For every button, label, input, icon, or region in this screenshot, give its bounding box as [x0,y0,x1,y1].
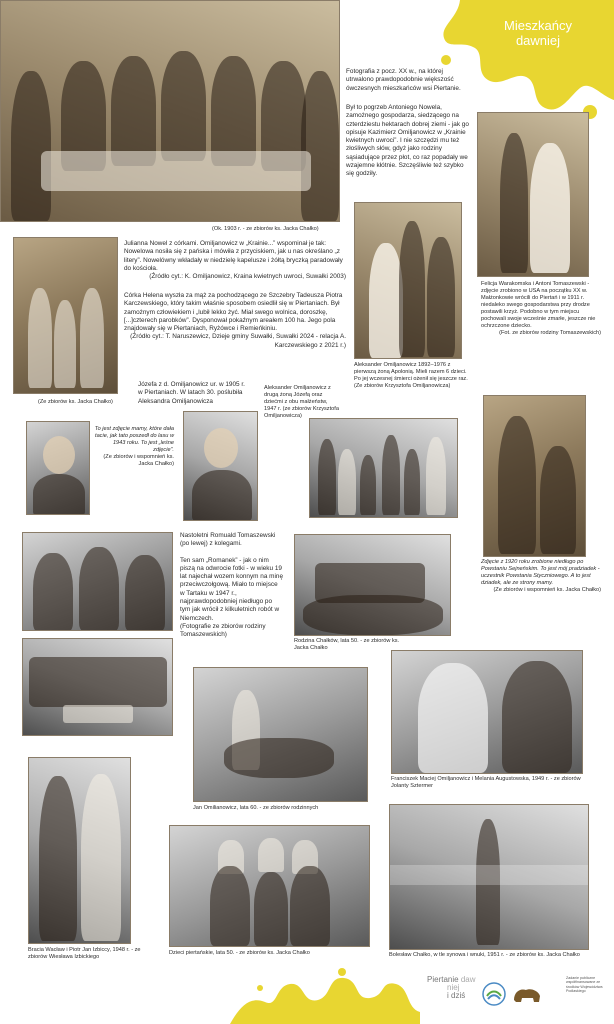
felicja-caption [481,281,601,337]
helena-paragraph: Córka Helena wyszła za mąż za pochodzącego ze Szczebry Tadeusza Piotra Karczewskiego, który takim właśnie sposobem osiedlił się w Piertaniach. Był zamożnym człowiekiem i „lubił lekko żyć. Miał swego wolnica, doroszkę, [...]czterech parobków”. Dysponował pokaźnym areałem 100 ha. Jego pola znajdowały się w Piertaniach, Ryżówce i Remieńkiniu. [124,292,343,333]
piertanie-logo-line1b: daw [460,975,476,984]
funeral-photo [0,0,340,222]
julianna-paragraph: Julianna Nowel z córkami. Omiljanowicz w „Krainie...” wspominał je tak: Nowelowa nosiła się z pańska i mówiła z przyciskiem, jak u nas określano „z litery”. Nowelówny wkładały w niedzielę kapelusze i żółtą bryczką paradowały do kościoła. [124,240,343,272]
three-boys-photo [22,532,173,631]
piertanie-logo-line3: i dziś [447,991,466,1000]
bracia-izbiccy-photo [28,757,131,944]
chalkow-family-photo [294,534,451,636]
romuald-paragraph-2: Ten sam „Romanek” - jak o nim piszą na odwrocie fotki - w wieku 19 lat najechał wozem konnym na minę przeciwczołgową. Miało to miejsce w Tartaku w 1947 r., najprawdopodobniej niedługo po tym jak wrócił z kilkuletnich robót w Niemczech. [180,556,284,622]
funding-text: Zadanie publiczne współfinansowane ze środków Województwa Podlaskiego [566,976,603,994]
aleksander-1892-caption [354,362,470,390]
group-outdoor-photo [22,638,173,736]
intro-paragraph-1: Fotografia z pocz. XX w., na której utrwalono prawdopodobnie większość ówczesnych mieszkańców wsi Piertanie. [346,68,461,92]
aleksander-1892-text: Aleksander Omiljanowicz 1892–1976 z pierwszą żoną Apolonią. Mieli razem 6 dzieci. Po jej wczesnej śmierci ożenił się jeszcze raz. [354,362,468,382]
romuald-source: (Fotografie ze zbiorów rodziny Tomaszewskich) [180,622,266,639]
jan-motorcycle-photo [193,667,368,802]
aleksander-family-caption: Aleksander Omiljanowicz z drugą żoną Józefą oraz dziećmi z obu małżeństw, 1947 r. (ze zbiorów Krzysztofa Omiljanowicza) [264,385,339,419]
aleksander-1892-source: (Ze zbiorów Krzysztofa Omiljanowicza) [354,383,451,389]
felicja-source: (Fot. ze zbiorów rodziny Tomaszewskich) [499,330,601,336]
helena-text [124,292,346,350]
julianna-source: (Źródło cyt.: K. Omiljanowicz, Kraina kwietnych uwroci, Suwałki 2003) [149,273,346,281]
boy-portrait-source: (Ze zbiorów i wspomnień ks. Jacka Chałko) [103,454,174,467]
piertanie-logo-line2: niej [447,983,460,992]
powstanie-source: (Ze zbiorów i wspomnień ks. Jacka Chałko) [493,587,601,593]
intro-paragraph-2: Był to pogrzeb Antoniego Nowela, zamożnego gospodarza, siedzącego na czterdziestu hektarach dobrej ziemi - jak go opisuje Kazimierz Omiljanowicz w „Krainie kwietnych uwroci”. I nie szczędzi mu też złośliwych słów, gdyż jako rodziny sąsiadujące przez płot, co raz popadały we wzajemne kłótnie. Szczęśliwie też szybko się godziły. [346,104,469,178]
franciszek-wedding-photo [391,650,583,774]
page-title [478,18,598,48]
jan-caption: Jan Omilianowicz, lata 60. - ze zbiorów rodzinnych [193,805,319,811]
boleslaw-caption: Bolesław Chałko, w tle synowa i wnuki, 1951 r. - ze zbiorów ks. Jacka Chałko [389,952,580,958]
romuald-paragraph-1: Nastoletni Romuald Tomaszewski (po lewej) z kolegami. [180,532,276,548]
helena-source: (Źródło cyt.: T. Naruszewicz, Dzieje gminy Suwałki, Suwałki 2024 - relacja A. Karczewskiego z 2021 r.) [130,333,346,349]
boy-portrait-quote: To jest zdjęcie mamy, które dała tacie, jak tato poszedł do lasu w 1943 roku. To jest „leśne zdjęcie”. [94,426,174,453]
dzieci-photo [169,825,370,947]
felicja-text: Felicja Warakomska i Antoni Tomaszewski - zdjęcie zrobiono w USA na początku XX w. Małżonkowie wrócili do Piertań i w 1911 r. niedaleko swego gospodarstwa przy drodze postawili krzyż. Podobno w tym miejscu pochowali swoje wcześnie zmarłe, jeszcze nie ochrzczone dziecko. [481,281,596,329]
wedding-couple-photo [477,112,589,277]
partner-logo-icon [482,982,506,1006]
boleslaw-photo [389,804,589,950]
soldiers-1920-photo [483,395,586,557]
aleksander-apolonia-photo [354,202,462,359]
boy-portrait [26,421,90,515]
piertanie-logo-line1: Piertanie [427,975,459,984]
romuald-text [180,532,284,640]
dzieci-caption: Dzieci piertańskie, lata 50. - ze zbiorów ks. Jacka Chałko [169,950,310,956]
chalkow-caption: Rodzina Chałków, lata 50. - ze zbiorów ks. Jacka Chałko [294,638,400,651]
julianna-photo [13,237,118,394]
piertanie-logo [427,976,479,1000]
powstanie-caption [481,559,601,594]
powstanie-text: Zdjęcie z 1920 roku zrobione niedługo po Powstaniu Sejneńskim. To jest mój pradziadek - uczestnik Powstania Styczniowego. A to jest dziadek, ale ze strony mamy. [481,559,600,586]
boy-portrait-text [94,426,174,468]
julianna-text [124,240,346,281]
julianna-photo-caption: (Ze zbiorów ks. Jacka Chałko) [38,399,113,405]
decorative-blob-bottom [230,966,420,1024]
jozefa-text: Józefa z d. Omiljanowicz ur. w 1905 r. w Piertaniach. W latach 30. poślubiła Aleksandra Omiljanowicza [138,381,245,405]
podlaskie-bison-icon [512,986,542,1004]
page-title-line1: Mieszkańcy [504,18,572,33]
funeral-caption: (Ok. 1903 r. - ze zbiorów ks. Jacka Chałko) [212,226,319,232]
jozefa-portrait [183,411,258,521]
franciszek-caption: Franciszek Maciej Omiljanowicz i Melania Augustowska, 1949 r. - ze zbiorów Jolanty Sztermer [391,776,581,789]
page-title-line2: dawniej [515,33,561,48]
aleksander-family-photo [309,418,458,518]
bracia-caption: Bracia Wacław i Piotr Jan Izbiccy, 1948 r. - ze zbiorów Wiesława Izbickiego [28,947,141,960]
